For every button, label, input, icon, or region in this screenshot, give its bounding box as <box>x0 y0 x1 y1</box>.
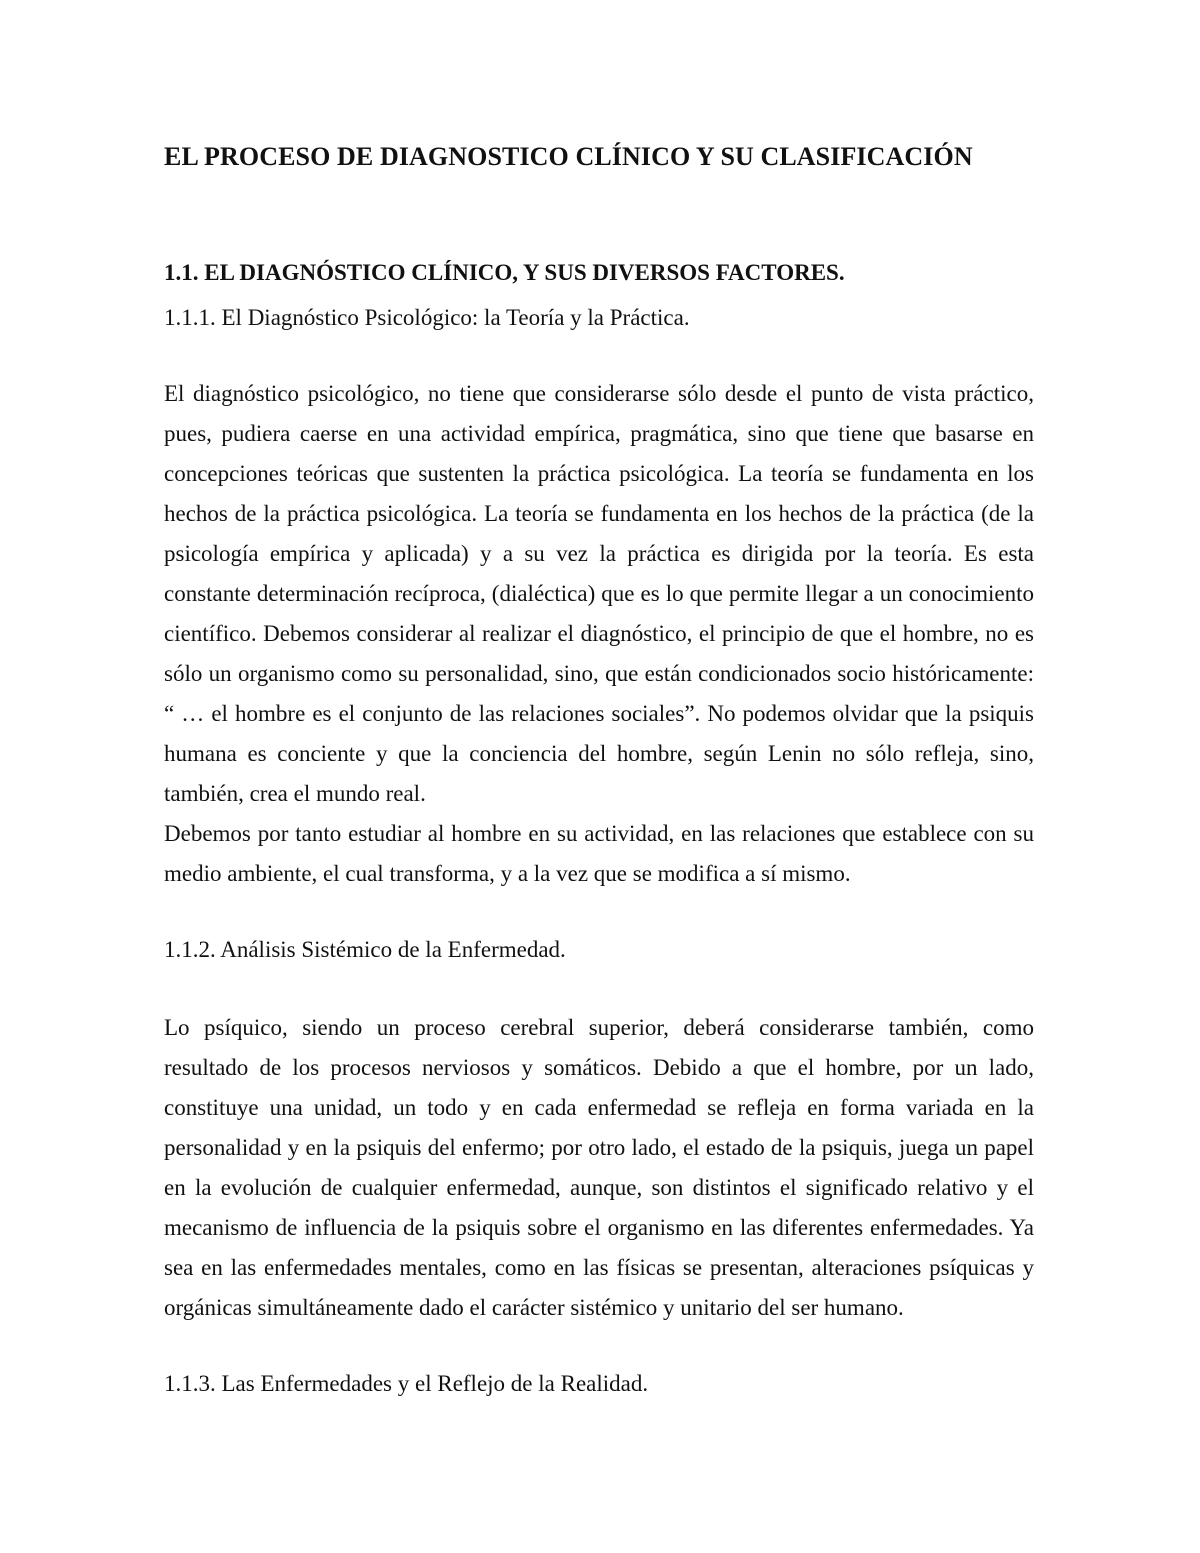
subsection-heading-diagnostico-psicologico: 1.1.1. El Diagnóstico Psicológico: la Teoría y la Práctica. <box>164 305 690 330</box>
paragraph-diagnostico-psicologico: El diagnóstico psicológico, no tiene que considerarse sólo desde el punto de vista práctico, pues, pudiera caerse en una actividad empírica, pragmática, sino que tiene que basarse en concepciones teóricas que sustenten la práctica psicológica. La teoría se fundamenta en los hechos de la práctica psicológica. La teoría se fundamenta en los hechos de la práctica (de la psicología empírica y aplicada) y a su vez la práctica es dirigida por la teoría. Es esta constante determinación recíproca, (dialéctica) que es lo que permite llegar a un conocimiento científico. Debemos considerar al realizar el diagnóstico, el principio de que el hombre, no es sólo un organismo como su personalidad, sino, que están condicionados socio históricamente: “ … el hombre es el conjunto de las relaciones sociales”. No podemos olvidar que la psiquis humana es conciente y que la conciencia del hombre, según Lenin no sólo refleja, sino, también, crea el mundo real. <box>164 381 1034 806</box>
paragraph-lo-psiquico: Lo psíquico, siendo un proceso cerebral superior, deberá considerarse también, como resultado de los procesos nerviosos y somáticos. Debido a que el hombre, por un lado, constituye una unidad, un todo y en cada enfermedad se refleja en forma variada en la personalidad y en la psiquis del enfermo; por otro lado, el estado de la psiquis, juega un papel en la evolución de cualquier enfermedad, aunque, son distintos el significado relativo y el mecanismo de influencia de la psiquis sobre el organismo en las diferentes enfermedades. Ya sea en las enfermedades mentales, como en las físicas se presentan, alteraciones psíquicas y orgánicas simultáneamente dado el carácter sistémico y unitario del ser humano. <box>164 1015 1034 1320</box>
subsection-heading-enfermedades-reflejo: 1.1.3. Las Enfermedades y el Reflejo de la Realidad. <box>164 1371 649 1396</box>
subsection-heading-analisis-sistemico: 1.1.2. Análisis Sistémico de la Enfermedad. <box>164 937 566 962</box>
document-title: EL PROCESO DE DIAGNOSTICO CLÍNICO Y SU CLASIFICACIÓN <box>164 142 973 171</box>
section-heading: 1.1. EL DIAGNÓSTICO CLÍNICO, Y SUS DIVERSOS FACTORES. <box>164 260 845 285</box>
paragraph-estudiar-al-hombre: Debemos por tanto estudiar al hombre en su actividad, en las relaciones que establece con su medio ambiente, el cual transforma, y a la vez que se modifica a sí mismo. <box>164 821 1034 886</box>
